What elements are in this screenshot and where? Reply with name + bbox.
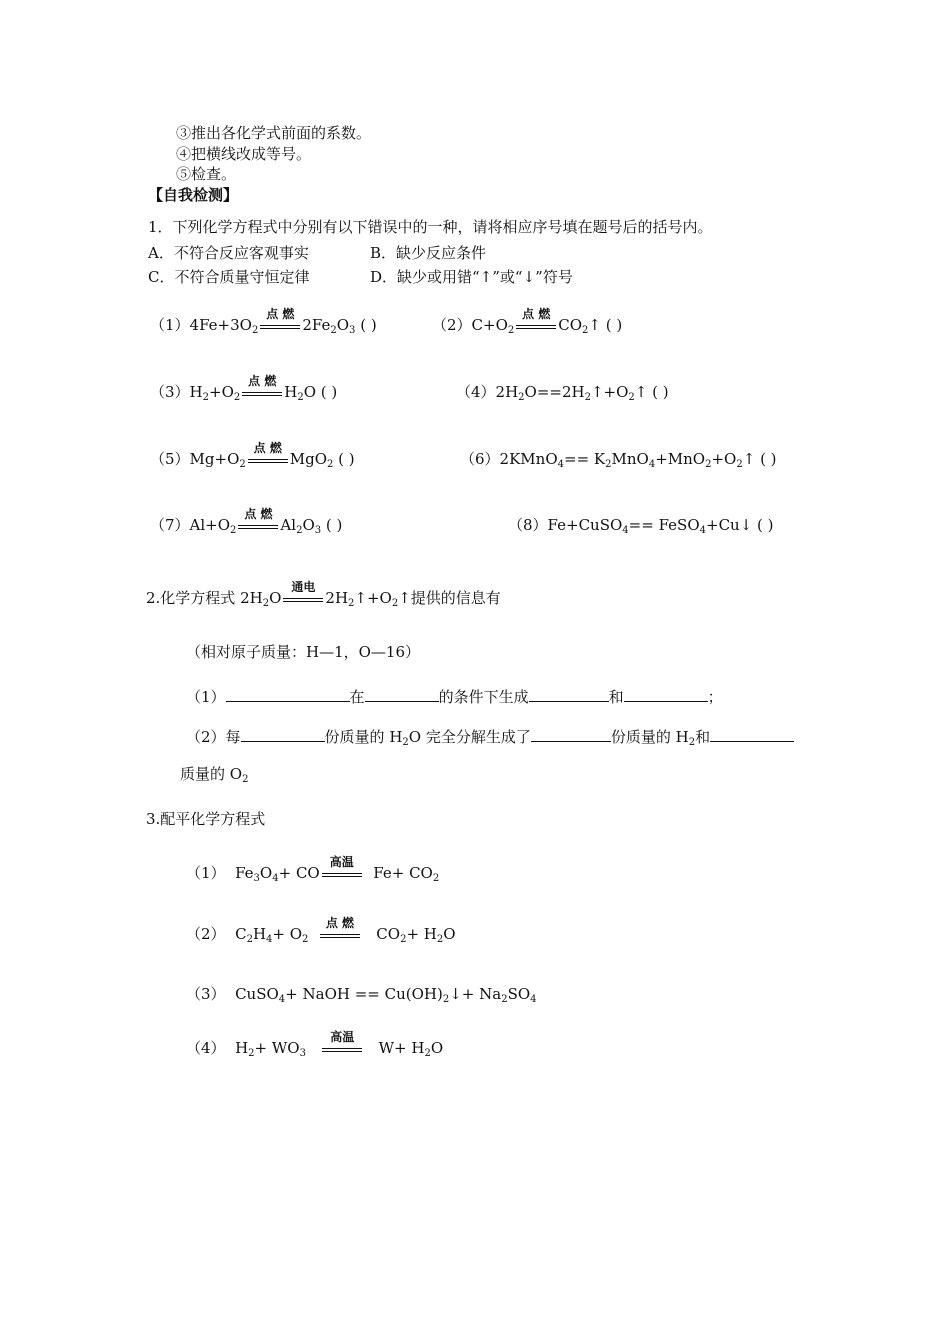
q2-line-2: （2）每 份质量的 $H_2O$ 完全分解生成了 份质量的 $H_2$和	[186, 727, 794, 746]
condition-mark: 点 燃	[260, 317, 300, 335]
q1-option-b: B．缺少反应条件	[370, 244, 487, 262]
q1-eq-2: $(2)C+O_2$ 点 燃 $CO_2↑$ ( )	[432, 307, 623, 336]
q1-option-a: A．不符合反应客观事实	[148, 244, 309, 262]
q1-eq-3: $(3)H_2+O_2$ 点 燃 $H_2O$ ( )	[150, 374, 338, 403]
section-title: 【自我检测】	[148, 186, 239, 204]
q1-eq-1: $(1)4Fe+3O_2$ 点 燃 $2Fe_2O_3$ ( )	[150, 307, 377, 336]
condition-mark: 点 燃	[248, 451, 288, 469]
q1-eq-5: $(5)Mg+O_2$ 点 燃 MgO$_2$ ( )	[150, 441, 355, 470]
condition-mark: 通电	[283, 590, 323, 608]
answer-blank[interactable]	[710, 727, 794, 742]
q2-note: （相对原子质量：H—1，O—16）	[186, 643, 421, 661]
q3-eq-2: （2） $C_2H_4+ O_2$ 点 燃 $CO_2+ H_2O$	[186, 916, 456, 945]
q1-option-c: C．不符合质量守恒定律	[148, 268, 310, 286]
q2-line-1: （1） 在 的条件下生成 和 ；	[186, 688, 723, 706]
answer-blank[interactable]	[365, 687, 439, 702]
condition-mark: 高温	[322, 865, 362, 883]
answer-blank[interactable]	[529, 687, 609, 702]
answer-blank[interactable]	[241, 727, 325, 742]
q1-eq-7: $(7)Al+O_2$ 点 燃 $Al_2O_3$ ( )	[150, 507, 343, 536]
q1-eq-8: （8）Fe+CuSO$_4$== FeSO$_4$+Cu↓ ( )	[508, 516, 774, 536]
step-5: ⑤检查。	[176, 165, 237, 183]
q3-eq-3: （3） CuSO$_4$+ NaOH == $Cu(OH)_2↓+ Na_2SO_4$	[186, 985, 537, 1005]
q1-stem: 1．下列化学方程式中分别有以下错误中的一种，请将相应序号填在题号后的括号内。	[148, 218, 713, 236]
condition-mark: 高温	[322, 1040, 362, 1058]
answer-blank[interactable]	[624, 687, 708, 702]
condition-mark: 点 燃	[238, 517, 278, 535]
q1-eq-4: $(4)2H_2O==2H_2↑+O_2↑$ ( )	[456, 383, 669, 403]
condition-mark: 点 燃	[320, 926, 360, 944]
q1-eq-6: （6）2KMnO$_4$== $K_2MnO_4+MnO_2+O_2↑$ ( )	[460, 450, 777, 470]
step-3: ③推出各化学式前面的系数。	[176, 124, 372, 142]
q3-stem: 3.配平化学方程式	[146, 810, 266, 828]
condition-mark: 点 燃	[242, 384, 282, 402]
answer-blank[interactable]	[226, 687, 350, 702]
q3-eq-4: （4） $H_2+ WO_3$ 高温 $W+ H_2O$	[186, 1030, 444, 1059]
q1-option-d: D．缺少或用错“↑”或“↓”符号	[370, 268, 573, 286]
q3-eq-1: （1） $Fe_3O_4+$ CO 高温 $Fe+ CO_2$	[186, 855, 440, 884]
q2-line-3: 质量的 $O_2$	[180, 765, 249, 785]
q2-stem: 2.化学方程式 $2H_2O$ 通电 $2H_2↑+O_2↑$提供的信息有	[146, 580, 501, 609]
answer-blank[interactable]	[531, 727, 611, 742]
step-4: ④把横线改成等号。	[176, 145, 312, 163]
condition-mark: 点 燃	[516, 317, 556, 335]
